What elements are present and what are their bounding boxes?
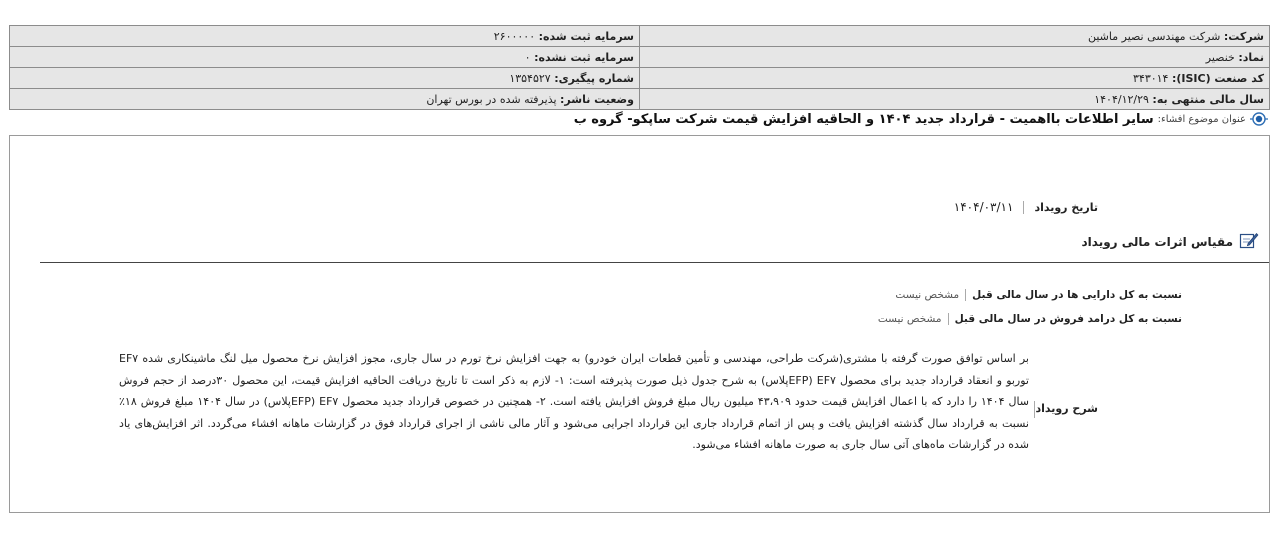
isic-label: کد صنعت (ISIC): <box>1171 71 1264 85</box>
registered-capital-value: ۲۶۰۰۰۰۰ <box>493 29 536 43</box>
ratio-revenue-value: مشخص نیست <box>877 313 942 325</box>
publisher-status-label: وضعیت ناشر: <box>560 92 634 106</box>
symbol-value: خنصیر <box>1205 50 1235 64</box>
info-row <box>10 68 1270 89</box>
registered-capital-cell <box>10 26 640 47</box>
symbol-label: نماد: <box>1238 50 1264 64</box>
company-label: شرکت: <box>1223 29 1264 43</box>
symbol-cell <box>640 47 1270 68</box>
section-divider <box>40 262 1269 263</box>
disclosure-topic <box>10 109 1268 129</box>
fiscal-year-value: ۱۴۰۴/۱۲/۲۹ <box>1094 92 1149 106</box>
ratio-revenue-label: نسبت به کل درامد فروش در سال مالی قبل <box>948 313 1182 325</box>
publisher-status-value: پذیرفته شده در بورس تهران <box>426 92 557 106</box>
company-cell <box>640 26 1270 47</box>
financial-effects-heading <box>1082 231 1259 252</box>
radio-target-icon <box>1250 110 1268 128</box>
publisher-status-cell <box>10 89 640 110</box>
registered-capital-label: سرمایه ثبت شده: <box>538 29 634 43</box>
event-date-row <box>954 200 1098 214</box>
ratio-assets-label: نسبت به کل دارایی ها در سال مالی قبل <box>965 289 1182 301</box>
event-date-label: تاریخ رویداد <box>1023 201 1098 214</box>
ratio-row-revenue <box>878 313 1182 325</box>
isic-cell <box>640 68 1270 89</box>
company-value: شرکت مهندسی نصیر ماشین <box>1087 29 1221 43</box>
tracking-number-cell <box>10 68 640 89</box>
topic-title: سایر اطلاعات بااهمیت - قرارداد جدید ۱۴۰۴ و الحاقیه افزایش قیمت شرکت ساپکو- گروه ب <box>573 111 1154 127</box>
topic-label: عنوان موضوع افشاء: <box>1157 113 1246 125</box>
company-info-table <box>9 25 1270 110</box>
edit-icon <box>1239 231 1259 252</box>
ratio-row-assets <box>895 289 1182 301</box>
section-title: مقیاس اثرات مالی رویداد <box>1081 234 1233 249</box>
description-label: شرح رویداد <box>1035 402 1098 415</box>
tracking-number-value: ۱۳۵۴۵۲۷ <box>509 71 551 85</box>
description-text: بر اساس توافق صورت گرفته با مشتری(شرکت طراحی، مهندسی و تأمین قطعات ایران خودرو) به جهت افزایش نرخ تورم در سال جاری، مجوز افزایش نرخ محصول میل لنگ ماشینکاری شده EF۷ توربو و انعقاد قرارداد جدید برای محصول EF۷ (EFPپلاس) به شرح جدول ذیل صورت پذیرفته است: ۱- لازم به ذکر است تا تاریخ دریافت الحاقیه افزایش قیمت، این محصول ۳۰درصد از حجم فروش سال ۱۴۰۴ را دارد که با اعمال افزایش قیمت حدود ۴۳،۹۰۹ میلیون ریال مبلغ فروش افزایش یافته است. ۲- همچنین در خصوص قرارداد جدید محصول EF۷ (EFPپلاس) در سال ۱۴۰۴ مبلغ فروش ۱۸٪ نسبت به قرارداد سال گذشته افزایش یافت و پس از اتمام قرارداد جاری این قرارداد اجرایی می‌شود و آثار مالی ناشی از اجرای قرارداد فوق در گزارشات ماهانه افشاء می‌گردد. اثر افزایش‌های یاد شده در گزارشات ماه‌های آتی سال جاری به صورت ماهانه افشاء می‌شود. <box>119 352 1030 451</box>
unregistered-capital-label: سرمایه ثبت نشده: <box>534 50 634 64</box>
isic-value: ۳۴۳۰۱۴ <box>1133 71 1169 85</box>
info-row <box>10 26 1270 47</box>
tracking-number-label: شماره پیگیری: <box>554 71 634 85</box>
unregistered-capital-value: ۰ <box>524 50 531 64</box>
info-row <box>10 89 1270 110</box>
description-divider <box>1034 401 1035 418</box>
ratio-assets-value: مشخص نیست <box>895 289 960 301</box>
event-panel <box>9 135 1270 513</box>
fiscal-year-label: سال مالی منتهی به: <box>1152 92 1264 106</box>
unregistered-capital-cell <box>10 47 640 68</box>
info-row <box>10 47 1270 68</box>
fiscal-year-cell <box>640 89 1270 110</box>
event-date-value: ۱۴۰۴/۰۳/۱۱ <box>953 200 1014 214</box>
